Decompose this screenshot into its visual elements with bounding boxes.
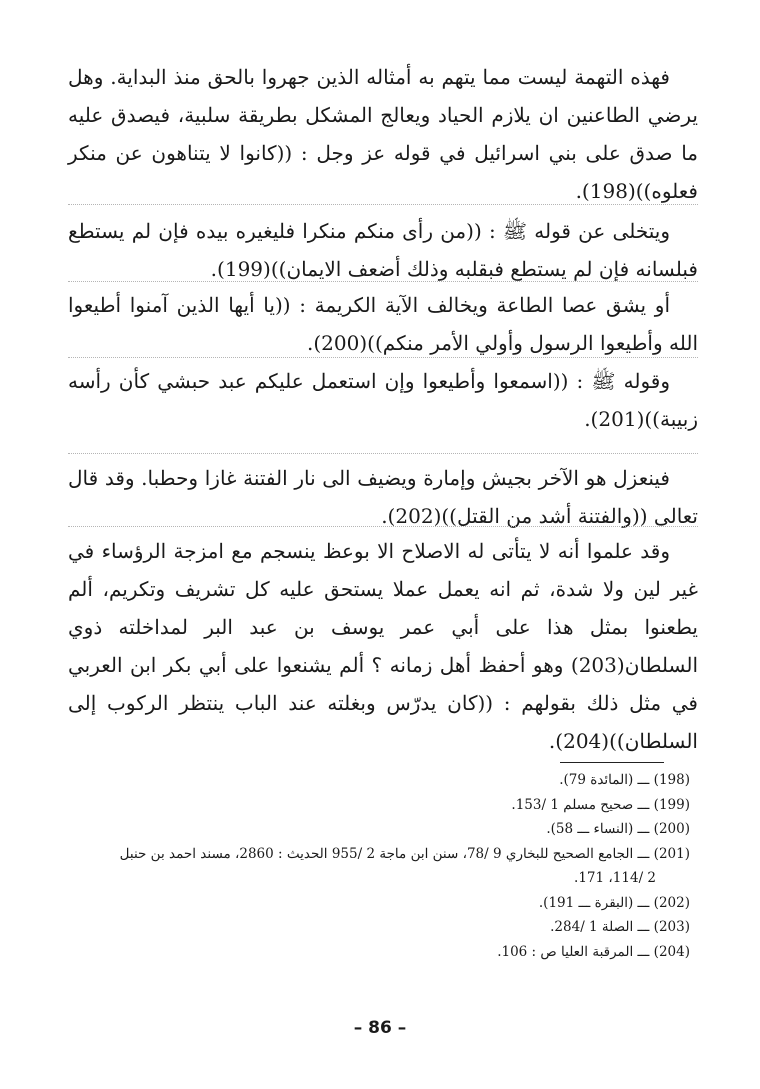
footnotes bbox=[80, 768, 690, 964]
body-paragraph-2: ويتخلى عن قوله ﷺ : ((من رأى منكم منكرا فليغيره بيده فإن لم يستطع فبلسانه فإن لم يستطع فبقلبه وذلك أضعف الايمان))(199). bbox=[68, 219, 698, 281]
body-paragraph-1: فهذه التهمة ليست مما يتهم به أمثاله الذين جهروا بالحق منذ البداية. وهل يرضي الطاعنين ان يلازم الحياد ويعالج المشكل بطريقة سلبية، فيصدق عليه ما صدق على بني اسرائيل في قوله عز وجل : ((كانوا لا يتناهون عن منكر فعلوه))(198). bbox=[68, 65, 698, 203]
page-number: – 86 – bbox=[353, 1018, 407, 1038]
footnote-203: (203) ـــ الصلة 1 /284. bbox=[550, 919, 690, 935]
footnote-202: (202) ـــ (البقرة ـــ 191). bbox=[538, 894, 690, 911]
footnote-204: (204) ـــ المرقبة العليا ص : 106. bbox=[497, 943, 690, 960]
paragraph-separator bbox=[68, 204, 698, 206]
body-paragraph-3: أو يشق عصا الطاعة ويخالف الآية الكريمة : ((يا أيها الذين آمنوا أطيعوا الله وأطيعوا الرسول وأولي الأمر منكم))(200). bbox=[68, 293, 698, 355]
footnote-200: (200) ـــ (النساء ـــ 58). bbox=[546, 821, 690, 837]
footnote-201: (201) ـــ الجامع الصحيح للبخاري 9 /78، سنن ابن ماجة 2 /955 الحديث : 2860، مسند احمد بن حنبل bbox=[119, 845, 690, 862]
footnote-separator bbox=[560, 762, 664, 763]
paragraph-separator bbox=[68, 453, 698, 455]
footnote-199: (199) ـــ صحيح مسلم 1 /153. bbox=[511, 796, 690, 813]
body-paragraph-5: فينعزل هو الآخر بجيش وإمارة ويضيف الى نار الفتنة غازا وحطبا. وقد قال تعالى ((والفتنة أشد من القتل))(202). bbox=[68, 466, 698, 528]
paragraph-separator bbox=[68, 281, 698, 283]
paragraph-separator bbox=[68, 526, 698, 528]
body-paragraph-4: وقوله ﷺ : ((اسمعوا وأطيعوا وإن استعمل عليكم عبد حبشي كأن رأسه زبيبة))(201). bbox=[68, 369, 698, 431]
footnote-201-continuation: 2 /114، 171. bbox=[574, 870, 656, 886]
paragraph-separator bbox=[68, 357, 698, 359]
body-paragraph-6: وقد علموا أنه لا يتأتى له الاصلاح الا بوعظ ينسجم مع امزجة الرؤساء في غير لين ولا شدة، ثم انه يعمل عملا يستحق عليه كل تشريف وتكريم، ألم يطعنوا بمثل هذا على أبي عمر يوسف بن عبد البر لمداخلته ذوي السلطان(203) وهو أحفظ أهل زمانه ؟ ألم يشنعوا على أبي بكر ابن العربي في مثل ذلك بقولهم : ((كان يدرّس وبغلته عند الباب ينتظر الركوب إلى السلطان))(204). bbox=[68, 539, 698, 753]
footnote-198: (198) ـــ (المائدة 79). bbox=[559, 772, 690, 788]
